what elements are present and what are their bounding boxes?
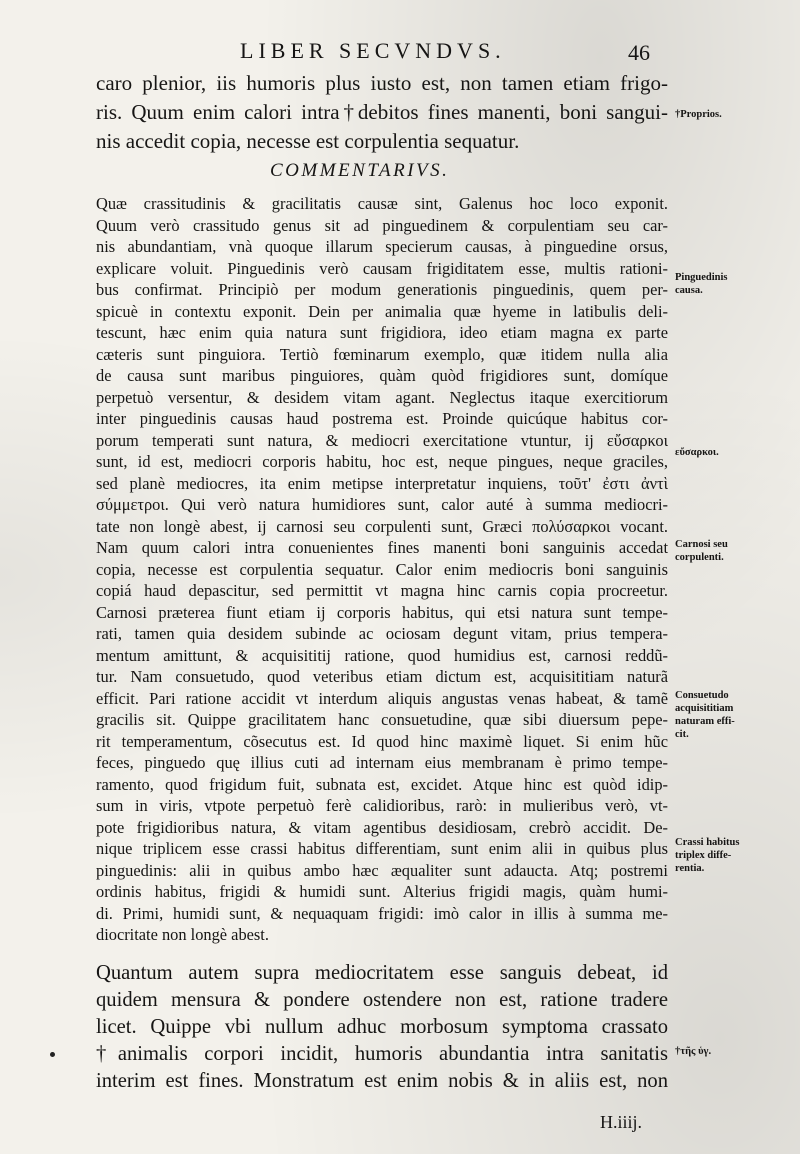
commentary-line: Nam quum calori intra conuenientes fines manenti boni sanguinis accedat xyxy=(96,538,668,557)
commentary-line: inter pinguedinis causas haud postrema est. Proinde quicúque habitus cor- xyxy=(96,409,668,428)
text-line: ris. Quum enim calori intra†debitos fines manenti, boni sangui- xyxy=(96,100,668,124)
commentary-line: sed planè mediocres, ita enim metipse interpretatur inquiens, τοῦτ' ἐστι ἀντὶ xyxy=(96,473,668,493)
page-number: 46 xyxy=(628,40,650,65)
commentary-line: sum in viris, vtpote perpetuò ferè calidioribus, rarò: in mulieribus verò, vt- xyxy=(96,796,668,815)
bottom-paragraph xyxy=(96,960,668,1095)
commentary-line: rit temperamentum, cõsecutus est. Id quod hinc maximè liquet. Si enim hũc xyxy=(96,731,668,751)
commentary-text xyxy=(96,193,668,946)
ink-speck xyxy=(50,1052,55,1057)
commentary-line: spicuè in contextu exponit. Dein per animalia quæ hyeme in latibulis deli- xyxy=(96,301,668,321)
commentary-line: cæteris sunt pinguiora. Tertiò fœminarum exemplo, quæ itidem nulla alia xyxy=(96,344,668,364)
commentary-line: nique triplicem esse crassi habitus differentiam, sunt enim alii in quibus plus xyxy=(96,839,668,858)
commentary-line: rati, tamen quia desidem subinde ac ociosam degunt vitam, prius tempera- xyxy=(96,624,668,643)
text-line: Quantum autem supra mediocritatem esse sanguis debeat, id xyxy=(96,962,668,984)
commentary-line: copia, necesse est corpulentia sequatur. Calor enim mediocris boni sanguinis xyxy=(96,559,668,579)
text-line: licet. Quippe vbi nullum adhuc morbosum symptoma crassato xyxy=(96,1016,668,1038)
commentary-line: gracilis sit. Quippe gracilitatem hanc consuetudine, quæ sibi diuersum pepe- xyxy=(96,710,668,729)
commentary-line: σύμμετροι. Qui verò natura humidiores sunt, calor auté à summa mediocri- xyxy=(96,495,668,514)
commentary-line: nis abundantiam, vnà quoque illarum specierum causas, à pinguedine orsus, xyxy=(96,237,668,256)
commentary-line: efficit. Pari ratione accidit vt interdum aliquis angustas venas habeat, & tamẽ xyxy=(96,688,668,708)
commentary-line: ramento, quod frigidum fuit, subnata est, excidet. Atque hinc est quòd idip- xyxy=(96,774,668,794)
commentary-heading: COMMENTARIVS. xyxy=(270,160,450,181)
top-paragraph xyxy=(96,69,668,156)
margin-note-proprios: †Proprios. xyxy=(675,109,722,120)
commentary-line: explicare voluit. Pinguedinis verò causam frigiditatem esse, multis rationi- xyxy=(96,258,668,278)
commentary-line: feces, pinguedo quę illius cuti ad internam eius membranam è primo tempe- xyxy=(96,753,668,772)
commentary-line: Quæ crassitudinis & gracilitatis causæ sint, Galenus hoc loco exponit. xyxy=(96,194,668,213)
commentary-line: copiá haud depascitur, sed permittit vt magna hinc carnis copia procreetur. xyxy=(96,581,668,600)
commentary-line: mentum amittunt, & acquisititij ratione, quod humidius est, carnosi reddũ- xyxy=(96,645,668,665)
text-line: †animalis corpori incidit, humoris abundantia intra sanitatis xyxy=(96,1043,668,1065)
commentary-line: pote frigidioribus natura, & vitam agentibus desidiosam, crebrò accidit. De- xyxy=(96,817,668,837)
running-title: LIBER SECVNDVS. xyxy=(240,38,506,63)
commentary-line: perpetuò versentur, & desidem vitam agant. Neglectus itaque exercitiorum xyxy=(96,387,668,407)
margin-note-carnosi: Carnosi seu corpulenti. xyxy=(675,539,728,563)
signature-mark: H.iiij. xyxy=(600,1112,643,1132)
text-line: quidem mensura & pondere ostendere non est, ratione tradere xyxy=(96,989,668,1011)
commentary-line: de causa sunt maribus pinguiores, quàm quòd frigidiores sunt, domíque xyxy=(96,366,668,385)
margin-note-pinguedinis: Pinguedinis causa. xyxy=(675,272,728,296)
commentary-line: diocritate non longè abest. xyxy=(96,925,269,944)
commentary-line: bus confirmat. Principiò per modum generationis pinguedinis, quem per- xyxy=(96,280,668,299)
commentary-line: tate non longè abest, ij carnosi seu corpulenti sunt, Græci πολύσαρκοι vocant. xyxy=(96,516,668,536)
margin-note-hygieia: †τῆς ὑγ. xyxy=(675,1046,712,1057)
commentary-line: di. Primi, humidi sunt, & nequaquam frigidi: imò calor in illis à summa me- xyxy=(96,903,668,923)
text-line: interim est fines. Monstratum est enim nobis & in aliis est, non xyxy=(96,1070,668,1092)
commentary-line: ordinis habitus, frigidi & humidi sunt. Alterius frigidi magis, quàm humi- xyxy=(96,882,668,901)
text-line: nis accedit copia, necesse est corpulentia sequatur. xyxy=(96,129,520,153)
margin-note-eusarkoi: εὔσαρκοι. xyxy=(675,447,719,458)
commentary-line: sunt, id est, mediocri corporis habitu, hoc est, neque pingues, neque graciles, xyxy=(96,452,668,471)
commentary-line: Quum verò crassitudo genus sit ad pinguedinem & corpulentiam seu car- xyxy=(96,215,668,235)
commentary-line: pinguedinis: alii in quibus ambo hæc æqualiter sunt adaucta. Atq; postremi xyxy=(96,860,668,880)
commentary-line: tescunt, hæc enim quia natura sunt frigidiora, ideo etiam magna ex parte xyxy=(96,323,668,342)
text-line: caro plenior, iis humoris plus iusto est, non tamen etiam frigo- xyxy=(96,71,668,95)
margin-note-crassi: Crassi habitus triplex diffe- rentia. xyxy=(675,837,740,874)
commentary-line: tur. Nam consuetudo, quod veteribus etiam dictum est, acquisititiam naturã xyxy=(96,667,668,686)
commentary-line: Carnosi præterea fiunt etiam ij corporis habitus, qui etsi natura sunt tempe- xyxy=(96,602,668,622)
margin-note-consuetudo: Consuetudo acquisititiam naturam effi- cit. xyxy=(675,690,735,740)
commentary-line: porum temperati sunt natura, & mediocri exercitatione vtuntur, ij εὔσαρκοι xyxy=(96,430,668,450)
